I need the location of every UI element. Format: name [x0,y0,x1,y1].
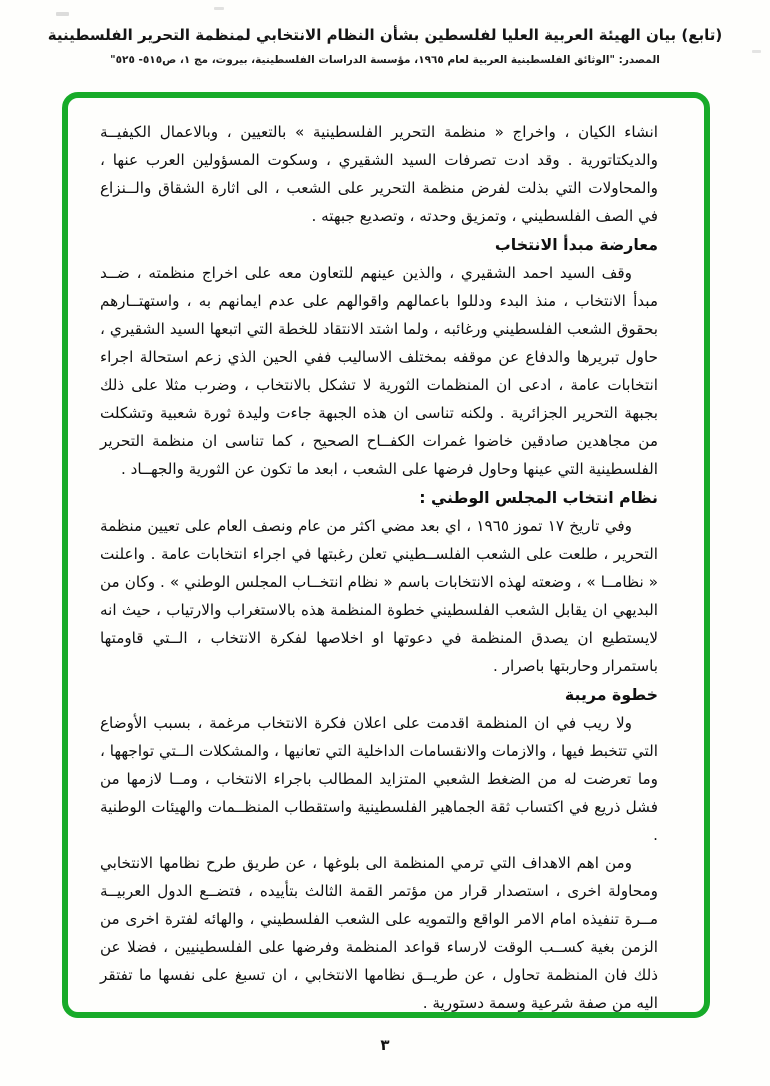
document-body-text [100,118,658,1017]
scan-artifact [56,12,69,16]
paragraph: وقف السيد احمد الشقيري ، والذين عينهم للتعاون معه على اخراج منظمته ، ضــد مبدأ الانتخاب ، منذ البدء ودللوا باعمالهم واقوالهم على عدم ايمانهم به ، واستهتــارهم بحقوق الشعب الفلسطيني ورغائبه ، ولما اشتد الانتقاد للخطة التي اتبعها السيد الشقيري ، حاول تبريرها والدفاع عن موقفه بمختلف الاساليب ففي الحين الذي زعم استحالة اجراء انتخابات عامة ، ادعى ان المنظمات الثورية لا تشكل بالانتخاب ، وضرب مثلا على ذلك بجبهة التحرير الجزائرية . ولكنه تناسى ان هذه الجبهة جاءت وليدة ثورة شعبية وتشكلت من مجاهدين صادقين خاضوا غمرات الكفــاح الصحيح ، كما تناسى ان منظمة التحرير الفلسطينية التي عينها وحاول فرضها على الشعب ، ابعد ما تكون عن الثورية والجهــاد . [100,264,658,478]
document-source-line: المصدر: "الوثائق الفلسطينية العربية لعام ١٩٦٥، مؤسسة الدراسات الفلسطينية، بيروت، مج ١، ص٥١٥- ٥٢٥" [110,54,660,66]
paragraph: ومن اهم الاهداف التي ترمي المنظمة الى بلوغها ، عن طريق طرح نظامها الانتخابي ومحاولة اخرى ، استصدار قرار من مؤتمر القمة الثالث بتأييده ، فتضــع الدول العربيــة مــرة تنفيذه امام الامر الواقع والتمويه على الشعب الفلسطيني ، والهائه لفترة اخرى من الزمن بغية كســب الوقت لارساء قواعد المنظمة وفرضها على الفلسطينيين ، فضلا عن ذلك فان المنظمة تحاول ، عن طريــق نظامها الانتخابي ، ان تسبغ على نفسها ما تفتقر اليه من صفة شرعية وسمة دستورية . [100,854,658,1012]
section-heading-suspicious-step: خطوة مريبة [564,685,658,704]
paragraph: وفي تاريخ ١٧ تموز ١٩٦٥ ، اي بعد مضي اكثر من عام ونصف العام على تعيين منظمة التحرير ، طلعت على الشعب الفلســطيني تعلن رغبتها في اجراء انتخابات عامة . واعلنت « نظامــا » ، وضعته لهذه الانتخابات باسم « نظام انتخــاب المجلس الوطني » . وكان من البديهي ان يقابل الشعب الفلسطيني خطوة المنظمة هذه بالاستغراب والارتياب ، حيث انه لايستطيع ان يصدق المنظمة في دعوتها او اخلاصها لفكرة الانتخاب ، الــتي قاومتها باستمرار وحاربتها باصرار . [100,517,658,675]
section-heading-opposition-to-election-principle: معارضة مبدأ الانتخاب [494,235,658,254]
paragraph-continuation: انشاء الكيان ، واخراج « منظمة التحرير الفلسطينية » بالتعيين ، وبالاعمال الكيفيــة والديكتاتورية . وقد ادت تصرفات السيد الشقيري ، وسكوت المسؤولين العرب عنها ، والمحاولات التي بذلت لفرض منظمة التحرير على الشعب ، الى اثارة الشقاق والــنزاع في الصف الفلسطيني ، وتمزيق وحدته ، وتصديع جبهته . [100,123,658,225]
document-header [0,26,770,66]
page-number: ٣ [380,1036,390,1054]
section-heading-national-council-election-system: نظام انتخاب المجلس الوطني : [419,488,658,507]
scan-artifact [214,7,224,10]
paragraph: ولا ريب في ان المنظمة اقدمت على اعلان فكرة الانتخاب مرغمة ، بسبب الأوضاع التي تتخبط فيها ، والازمات والانقسامات الداخلية التي تعانيها ، والمشكلات الــتي تواجهها ، وما تعرضت له من الضغط الشعبي المتزايد المطالب باجراء الانتخاب ، ومــا لازمها من فشل ذريع في اكتساب ثقة الجماهير الفلسطينية واستقطاب المنظــمات والهيئات الوطنية . [100,714,658,844]
document-title: (تابع) بيان الهيئة العربية العليا لفلسطين بشأن النظام الانتخابي لمنظمة التحرير الفلسطينية [47,26,723,44]
content-border-box [62,92,710,1018]
